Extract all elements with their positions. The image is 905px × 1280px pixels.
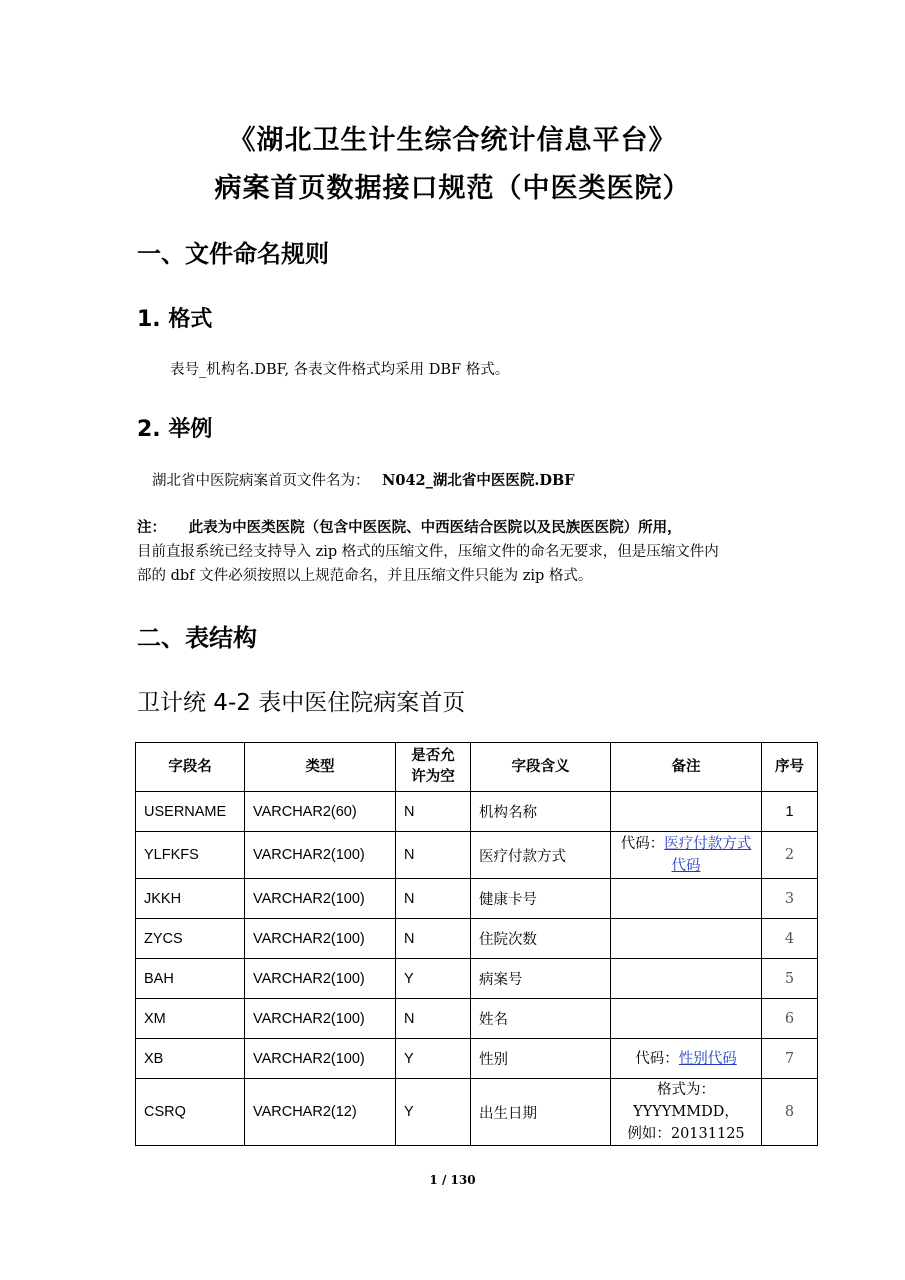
format-text: 表号_机构名.DBF, 各表文件格式均采用 DBF 格式。: [170, 362, 510, 378]
table-row: [136, 1039, 818, 1079]
cell-remark: [611, 1039, 762, 1079]
cell-remark: [611, 879, 762, 919]
cell-meaning: 住院次数: [471, 919, 611, 959]
cell-type: VARCHAR2(100): [245, 919, 396, 959]
cell-nullable: Y: [396, 1079, 471, 1146]
cell-meaning: 机构名称: [471, 792, 611, 832]
example-filename: N042_湖北省中医医院.DBF: [382, 472, 575, 489]
table-row: [136, 919, 818, 959]
cell-seq: 2: [762, 832, 818, 879]
header-type: 类型: [245, 743, 396, 792]
cell-nullable: N: [396, 999, 471, 1039]
table-header-row: [136, 743, 818, 792]
doc-title-line1: 《湖北卫生计生综合统计信息平台》: [228, 125, 677, 156]
cell-nullable: N: [396, 832, 471, 879]
cell-seq: 6: [762, 999, 818, 1039]
section1-heading: 一、文件命名规则: [137, 240, 329, 268]
cell-seq: 5: [762, 959, 818, 999]
table-row: [136, 832, 818, 879]
remark-format: 格式为：YYYYMMDD，: [633, 1082, 739, 1120]
cell-nullable: N: [396, 879, 471, 919]
cell-type: VARCHAR2(100): [245, 999, 396, 1039]
cell-meaning: 医疗付款方式: [471, 832, 611, 879]
cell-nullable: N: [396, 919, 471, 959]
cell-field: USERNAME: [136, 792, 245, 832]
cell-type: VARCHAR2(12): [245, 1079, 396, 1146]
cell-remark: [611, 832, 762, 879]
header-field: 字段名: [136, 743, 245, 792]
header-meaning: 字段含义: [471, 743, 611, 792]
header-nullable-line1: 是否允: [411, 748, 455, 764]
cell-nullable: Y: [396, 1039, 471, 1079]
cell-meaning: 性别: [471, 1039, 611, 1079]
cell-seq: 8: [762, 1079, 818, 1146]
example-label: 湖北省中医院病案首页文件名为：: [152, 473, 370, 489]
table-row: [136, 879, 818, 919]
cell-remark: [611, 959, 762, 999]
cell-field: BAH: [136, 959, 245, 999]
table-title: 卫计统 4-2 表中医住院病案首页: [137, 690, 466, 716]
cell-remark: [611, 919, 762, 959]
cell-seq: 4: [762, 919, 818, 959]
table-row: [136, 999, 818, 1039]
cell-field: YLFKFS: [136, 832, 245, 879]
cell-type: VARCHAR2(100): [245, 879, 396, 919]
field-spec-table: [135, 742, 818, 1146]
note-line1: [137, 516, 682, 540]
header-seq: 序号: [762, 743, 818, 792]
remark-example: 例如：20131125: [627, 1126, 745, 1142]
cell-meaning: 健康卡号: [471, 879, 611, 919]
remark-prefix: 代码：: [620, 836, 665, 852]
header-remark: 备注: [611, 743, 762, 792]
table-row: [136, 1079, 818, 1146]
note-line3: 部的 dbf 文件必须按照以上规范命名，并且压缩文件只能为 zip 格式。: [137, 568, 593, 584]
doc-title-line2: 病案首页数据接口规范（中医类医院）: [214, 173, 691, 204]
cell-type: VARCHAR2(100): [245, 832, 396, 879]
cell-seq: 3: [762, 879, 818, 919]
table-row: [136, 959, 818, 999]
cell-meaning: 病案号: [471, 959, 611, 999]
cell-nullable: N: [396, 792, 471, 832]
cell-type: VARCHAR2(60): [245, 792, 396, 832]
header-nullable: [396, 743, 471, 792]
example-line: [152, 469, 575, 493]
cell-type: VARCHAR2(100): [245, 1039, 396, 1079]
cell-type: VARCHAR2(100): [245, 959, 396, 999]
note-label: 注：: [137, 519, 166, 536]
cell-seq: 1: [762, 792, 818, 832]
remark-prefix: 代码：: [635, 1050, 679, 1067]
cell-meaning: 出生日期: [471, 1079, 611, 1146]
cell-field: XM: [136, 999, 245, 1039]
cell-field: XB: [136, 1039, 245, 1079]
cell-remark: [611, 999, 762, 1039]
cell-field: JKKH: [136, 879, 245, 919]
gender-code-link[interactable]: 性别代码: [678, 1050, 737, 1067]
cell-meaning: 姓名: [471, 999, 611, 1039]
cell-remark: [611, 792, 762, 832]
section2-heading: 二、表结构: [137, 624, 257, 652]
note-line2: 目前直报系统已经支持导入 zip 格式的压缩文件，压缩文件的命名无要求，但是压缩文件内: [137, 544, 719, 560]
payment-method-code-link[interactable]: 医疗付款方式: [664, 836, 752, 852]
payment-method-code-link-line2[interactable]: 代码: [671, 858, 701, 874]
table-row: [136, 792, 818, 832]
format-heading: 1. 格式: [137, 307, 213, 332]
header-nullable-line2: 许为空: [411, 769, 455, 785]
cell-seq: 7: [762, 1039, 818, 1079]
page-number: 1 / 130: [429, 1173, 476, 1187]
cell-remark: [611, 1079, 762, 1146]
note-bold-text: 此表为中医类医院（包含中医医院、中西医结合医院以及民族医医院）所用，: [188, 519, 682, 536]
cell-field: ZYCS: [136, 919, 245, 959]
example-heading: 2. 举例: [137, 417, 213, 442]
cell-nullable: Y: [396, 959, 471, 999]
cell-field: CSRQ: [136, 1079, 245, 1146]
